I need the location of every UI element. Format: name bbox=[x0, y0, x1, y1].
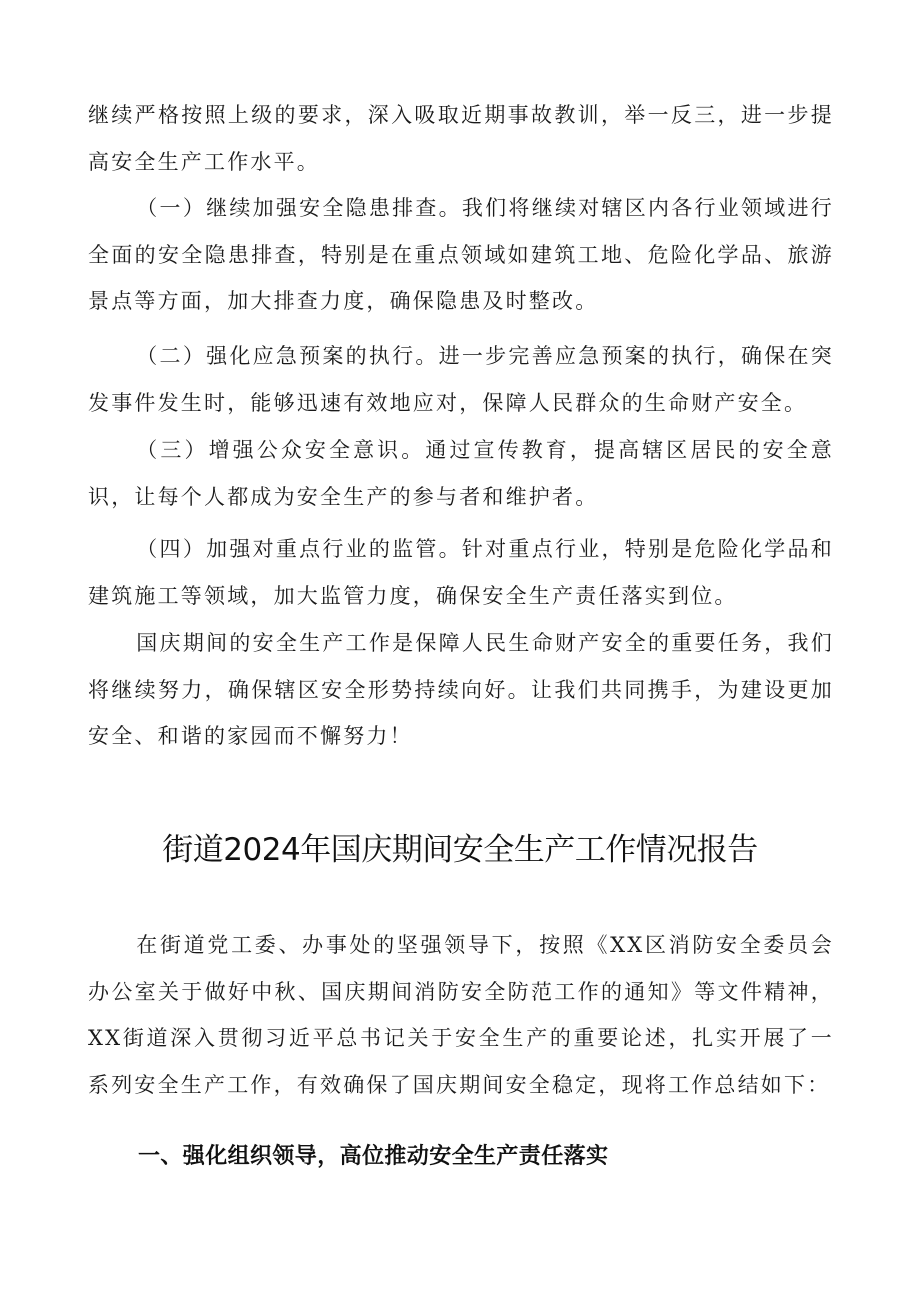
closing-paragraph: 国庆期间的安全生产工作是保障人民生命财产安全的重要任务，我们将继续努力，确保辖区安全形势持续向好。让我们共同携手，为建设更加安全、和谐的家园而不懈努力！ bbox=[88, 631, 834, 748]
measure-paragraph-4: （四）加强对重点行业的监管。针对重点行业，特别是危险化学品和建筑施工等领域，加大监管力度，确保安全生产责任落实到位。 bbox=[88, 537, 834, 608]
intro-paragraph: 在街道党工委、办事处的坚强领导下，按照《XX区消防安全委员会办公室关于做好中秋、国庆期间消防安全防范工作的通知》等文件精神，XX街道深入贯彻习近平总书记关于安全生产的重要论述，扎实开展了一系列安全生产工作，有效确保了国庆期间安全稳定，现将工作总结如下： bbox=[88, 933, 834, 1097]
measure-paragraph-3: （三）增强公众安全意识。通过宣传教育，提高辖区居民的安全意识，让每个人都成为安全生产的参与者和维护者。 bbox=[88, 438, 834, 509]
continuation-paragraph: 继续严格按照上级的要求，深入吸取近期事故教训，举一反三，进一步提高安全生产工作水平。 bbox=[88, 103, 834, 174]
measure-paragraph-2: （二）强化应急预案的执行。进一步完善应急预案的执行，确保在突发事件发生时，能够迅速有效地应对，保障人民群众的生命财产安全。 bbox=[88, 344, 834, 415]
report-title: 街道2024年国庆期间安全生产工作情况报告 bbox=[162, 832, 758, 868]
measure-paragraph-1: （一）继续加强安全隐患排查。我们将继续对辖区内各行业领域进行全面的安全隐患排查，特别是在重点领域如建筑工地、危险化学品、旅游景点等方面，加大排查力度，确保隐患及时整改。 bbox=[88, 196, 834, 313]
section-heading-1: 一、强化组织领导，高位推动安全生产责任落实 bbox=[138, 1144, 609, 1169]
